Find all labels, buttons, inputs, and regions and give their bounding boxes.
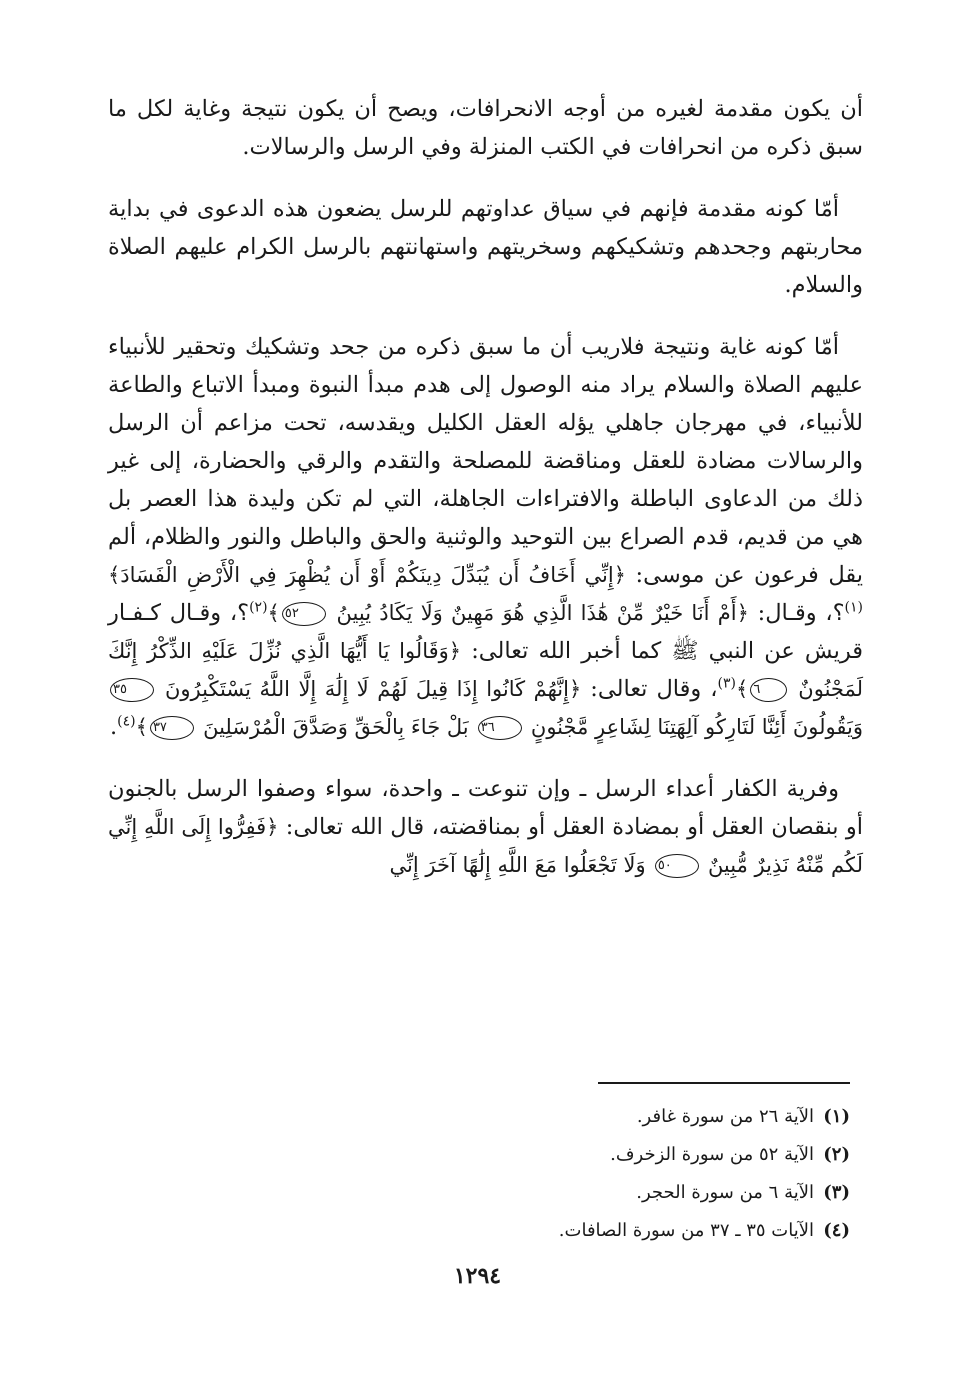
ayah-number-6: ٦ [750,678,787,702]
footnote-text: الآيات ٣٥ ـ ٣٧ من سورة الصافات. [558,1220,814,1241]
paragraph-3-text: أمّا كونه غاية ونتيجة فلاريب أن ما سبق ذكره من جحد وتشكيك وتحقير للأنبياء عليهم الصلاة والسلام يراد منه الوصول إلى هدم مبدأ النبوة ومبدأ الاتباع والطاعة للأنبياء، في مهرجان جاهلي يؤله العقل الكليل ويقدسه، تحت مزاعم أن الرسل والرسالات مضادة للعقل ومناقضة للمصلحة والتقدم والرقي والحضارة، إلى غير ذلك من الدعاوى الباطلة والافتراءات الجاهلة، التي لم تكن وليدة هذا العصر بل هي من قديم، قدم الصراع بين التوحيد والوثنية والحق والباطل والنور والظلام، ألم يقل فرعون عن موسى: [108,334,863,588]
footnote-text: الآية ٦ من سورة الحجر. [636,1182,814,1203]
paragraph-3-between-3: ، وقال تعالى: [590,676,718,702]
footnote-divider [598,1082,850,1084]
ayah-number-52: ٥٢ [282,602,326,626]
footnote-item [430,1136,850,1174]
paragraph-4 [108,770,863,884]
footnote-ref-2: (٢) [249,599,268,616]
paragraph-4-text: وفرية الكفار أعداء الرسل ـ وإن تنوعت ـ واحدة، سواء وصفوا الرسل بالجنون أو بنقصان العقل أو بمضادة العقل أو بمناقضته، قال الله تعالى: [108,776,864,840]
paragraph-1: أن يكون مقدمة لغيره من أوجه الانحرافات، ويصح أن يكون نتيجة وغاية لكل ما سبق ذكره من انحرافات في الكتب المنزلة وفي الرسل والرسالات. [108,96,863,160]
quran-verse-3: ﴿وَقَالُوا يَا أَيُّهَا الَّذِي نُزِّلَ عَلَيْهِ الذِّكْرُ إِنَّكَ لَمَجْنُونٌ [108,639,863,701]
footnote-number: (٢) [823,1144,850,1165]
quran-verse-4a: ﴿إِنَّهُمْ كَانُوا إِذَا قِيلَ لَهُمْ لَا إِلَٰهَ إِلَّا اللَّهُ يَسْتَكْبِرُونَ [164,677,582,701]
footnote-number: (١) [823,1106,850,1127]
footnote-ref-1: (١) [844,599,863,616]
footnote-text: الآية ٥٢ من سورة الزخرف. [610,1144,814,1165]
quran-verse-2: ﴿أَمْ أَنَا خَيْرٌ مِّنْ هَٰذَا الَّذِي هُوَ مَهِينٌ وَلَا يَكَادُ يُبِينُ [336,601,749,625]
page-body [108,90,863,908]
paragraph-3-end: . [110,714,118,740]
footnotes [430,1098,850,1250]
ayah-number-36: ٣٦ [478,716,522,740]
ayah-number-37: ٣٧ [150,716,194,740]
quran-verse-1: ﴿إِنِّي أَخَافُ أَن يُبَدِّلَ دِينَكُمْ أَوْ أَن يُظْهِرَ فِي الْأَرْضِ الْفَسَادَ﴾ [108,563,626,587]
footnote-ref-3: (٣) [717,675,736,692]
footnote-number: (٤) [823,1220,850,1241]
footnote-item [430,1212,850,1250]
page-number: ١٢٩٤ [453,1263,502,1289]
ayah-number-50: ٥٠ [655,854,699,878]
footnote-text: الآية ٢٦ من سورة غافر. [636,1106,814,1127]
paragraph-2: أمّا كونه مقدمة فإنهم في سياق عداوتهم للرسل يضعون هذه الدعوى في بداية محاربتهم وجحدهم وتشكيكهم وسخريتهم واستهانتهم بالرسل الكرام عليهم الصلاة والسلام. [108,196,863,298]
paragraph-3-between-1: ؟، وقـال: [757,600,845,626]
footnote-number: (٣) [823,1182,850,1203]
paragraph-3-between-2: ؟، وقـال كـفـار قريش عن النبي ﷺ كما أخبر الله تعالى: [108,600,864,664]
footnote-ref-4: (٤) [117,713,136,730]
quran-close-2: ﴾ [267,601,280,625]
quran-close-4: ﴾ [135,715,148,739]
quran-close-3: ﴾ [736,677,749,701]
paragraph-3 [108,328,863,746]
footnote-item [430,1174,850,1212]
quran-verse-5a: ﴿فَفِرُّوا إِلَى اللَّهِ إِنِّي لَكُم مِّنْهُ نَذِيرٌ مُّبِينٌ [108,815,863,877]
ayah-number-35: ٣٥ [110,678,154,702]
quran-verse-4b: وَيَقُولُونَ أَئِنَّا لَتَارِكُو آلِهَتِنَا لِشَاعِرٍ مَّجْنُونٍ [530,715,863,739]
quran-verse-4c: بَلْ جَاءَ بِالْحَقِّ وَصَدَّقَ الْمُرْسَلِينَ [203,715,469,739]
footnote-item [430,1098,850,1136]
quran-verse-5b: وَلَا تَجْعَلُوا مَعَ اللَّهِ إِلَٰهًا آخَرَ إِنِّي [389,853,646,877]
